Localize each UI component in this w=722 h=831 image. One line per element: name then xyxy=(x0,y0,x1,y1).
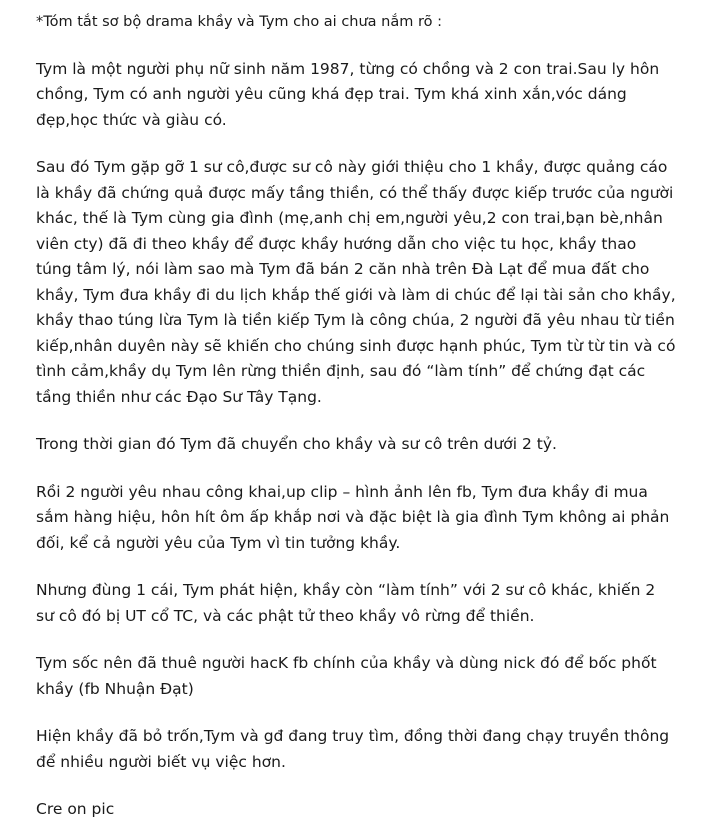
paragraph-discovery: Nhưng đùng 1 cái, Tym phát hiện, khầy còn “làm tính” với 2 sư cô khác, khiến 2 sư cô đó bị UT cổ TC, và các phật tử theo khầy vô rừng để thiền. xyxy=(36,581,656,625)
paragraph-public: Rồi 2 người yêu nhau công khai,up clip – hình ảnh lên fb, Tym đưa khầy đi mua sắm hàng hiệu, hôn hít ôm ấp khắp nơi và đặc biệt là gia đình Tym không ai phản đối, kể cả người yêu của Tym vì tin tưởng khầy. xyxy=(36,482,670,552)
paragraph-credit: Cre on pic xyxy=(36,800,115,818)
paragraph-story: Sau đó Tym gặp gỡ 1 sư cô,được sư cô này giới thiệu cho 1 khầy, được quảng cáo là khầy đã chứng quả được mấy tầng thiền, có thể thấy được kiếp trước của người khác, thế là Tym cùng gia đình (mẹ,anh chị em,người yêu,2 con trai,bạn bè,nhân viên cty) đã đi theo khầy để được khầy hướng dẫn cho việc tu học, khầy thao túng tâm lý, nói làm sao mà Tym đã bán 2 căn nhà trên Đà Lạt để mua đất cho khầy, Tym đưa khầy đi du lịch khắp thế giới và làm di chúc để lại tài sản cho khầy, khầy thao túng lừa Tym là tiền kiếp Tym là công chúa, 2 người đã yêu nhau từ tiền kiếp,nhân duyên này sẽ khiến cho chúng sinh được hạnh phúc, Tym từ từ tin và có tình cảm,khầy dụ Tym lên rừng thiền định, sau đó “làm tính” để chứng đạt các tầng thiền như các Đạo Sư Tây Tạng. xyxy=(36,158,676,406)
paragraph-intro: Tym là một người phụ nữ sinh năm 1987, từng có chồng và 2 con trai.Sau ly hôn chồng, Tym có anh người yêu cũng khá đẹp trai. Tym khá xinh xắn,vóc dáng đẹp,học thức và giàu có. xyxy=(36,59,660,129)
paragraph-current: Hiện khầy đã bỏ trốn,Tym và gđ đang truy tìm, đồng thời đang chạy truyền thông để nhiều người biết vụ việc hơn. xyxy=(36,727,670,771)
paragraph-money: Trong thời gian đó Tym đã chuyển cho khầy và sư cô trên dưới 2 tỷ. xyxy=(36,435,557,453)
document-body xyxy=(36,10,676,823)
paragraph-hack: Tym sốc nên đã thuê người hacK fb chính của khầy và dùng nick đó để bốc phốt khầy (fb Nhuận Đạt) xyxy=(36,654,657,698)
document-title: *Tóm tắt sơ bộ drama khầy và Tym cho ai chưa nắm rõ : xyxy=(36,14,442,30)
